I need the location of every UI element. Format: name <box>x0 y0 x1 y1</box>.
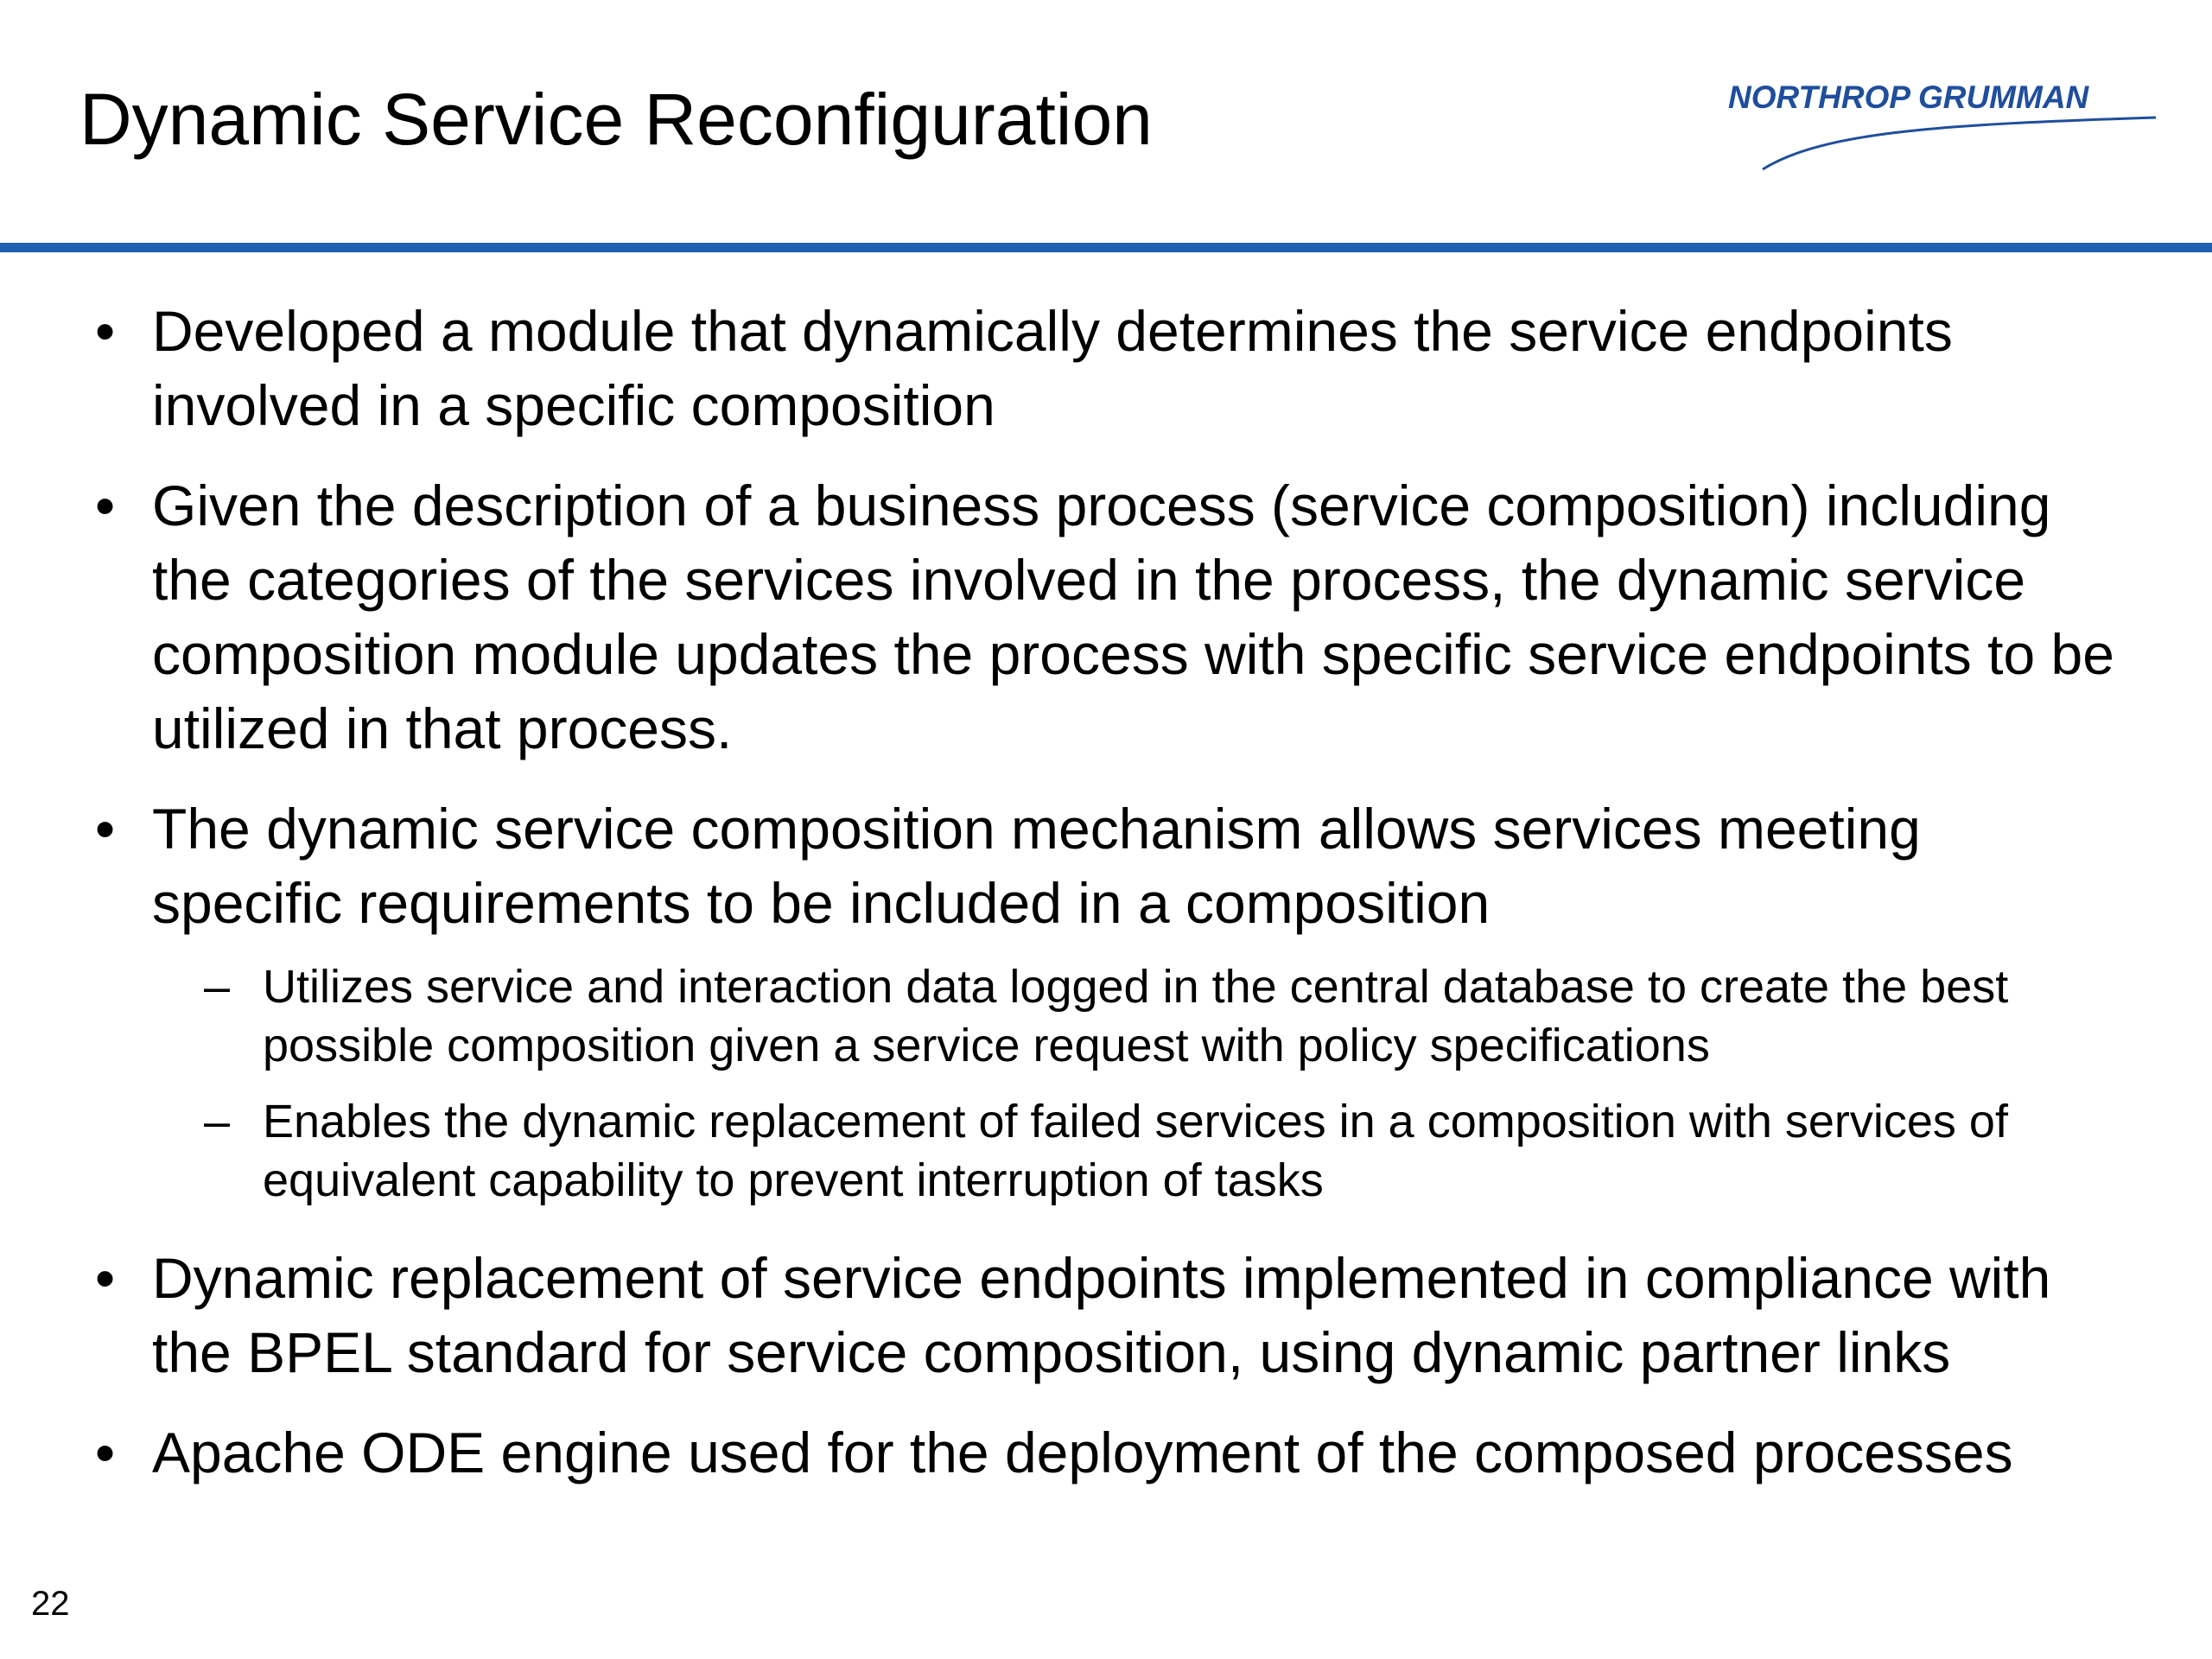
sub-bullet-text: Utilizes service and interaction data logged in the central database to create the best possible composition given a service request with policy specifications <box>263 961 2009 1071</box>
bullet-text: The dynamic service composition mechanism allows services meeting specific requirements to be included in a composition <box>152 797 1921 935</box>
logo-text: NORTHROP GRUMMAN <box>1728 79 2089 115</box>
bullet-text: Developed a module that dynamically determines the service endpoints involved in a specific composition <box>152 299 1953 437</box>
sub-bullet-dash: – <box>204 1096 231 1147</box>
sub-bullet-text: Enables the dynamic replacement of failed services in a composition with services of equivalent capability to prevent interruption of tasks <box>263 1096 2008 1206</box>
bullet-dot: • <box>95 797 116 861</box>
bullet-item <box>93 294 2115 442</box>
bullet-dot: • <box>95 299 116 363</box>
bullet-text: Given the description of a business process (service composition) including the categories of the services involved in the process, the dynamic service composition module updates the process with specific service endpoints to be utilized in that process. <box>152 474 2114 760</box>
bullet-dot: • <box>95 474 116 537</box>
bullet-item <box>93 1241 2115 1389</box>
sub-bullet-item <box>93 957 2115 1075</box>
bullet-list <box>93 294 2115 1516</box>
bullet-item <box>93 1415 2115 1490</box>
sub-bullet-list <box>93 957 2115 1210</box>
slide-title: Dynamic Service Reconfiguration <box>79 79 1153 160</box>
bullet-item <box>93 468 2115 766</box>
header-rule <box>0 243 2212 252</box>
page-number: 22 <box>31 1585 70 1623</box>
bullet-text: Dynamic replacement of service endpoints implemented in compliance with the BPEL standard for service composition, using dynamic partner links <box>152 1246 2051 1384</box>
bullet-dot: • <box>95 1246 116 1310</box>
sub-bullet-dash: – <box>204 961 231 1013</box>
northrop-grumman-logo <box>1719 79 2169 175</box>
bullet-text: Apache ODE engine used for the deployment of the composed processes <box>152 1421 2013 1484</box>
sub-bullet-item <box>93 1092 2115 1210</box>
bullet-item <box>93 791 2115 940</box>
bullet-dot: • <box>95 1421 116 1484</box>
